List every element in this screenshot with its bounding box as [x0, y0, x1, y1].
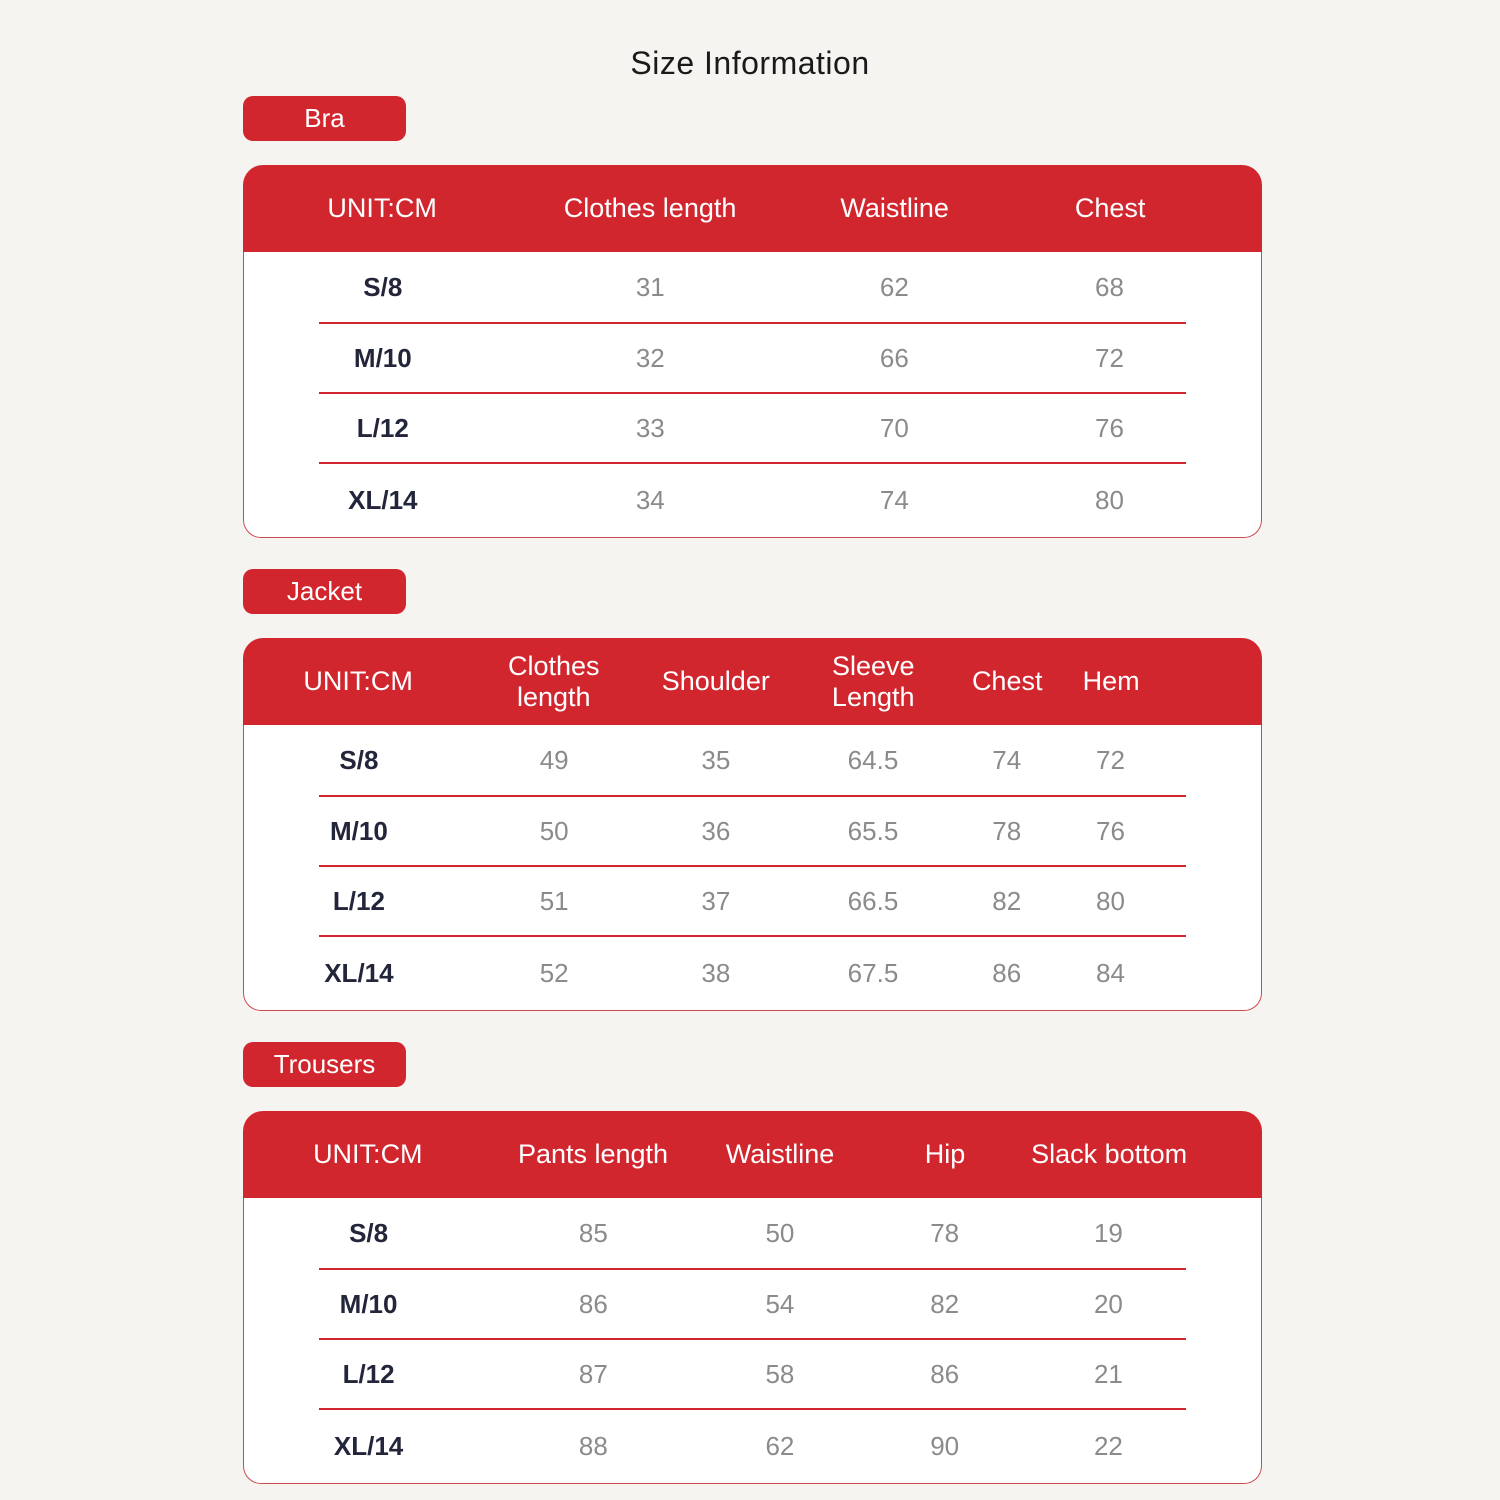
value-cell: 87	[578, 1358, 608, 1389]
column-header: Waistline	[840, 193, 949, 223]
size-row	[244, 1270, 1261, 1338]
value-cell: 37	[701, 885, 731, 916]
value-cell: 90	[930, 1431, 960, 1461]
section-bra	[243, 96, 1262, 538]
value-cell: 68	[1094, 271, 1124, 302]
column-header: Clothes length	[563, 193, 737, 223]
size-cell: S/8	[349, 1217, 389, 1248]
size-info-content	[243, 96, 1262, 1484]
size-table-bra	[243, 165, 1262, 538]
value-cell: 62	[879, 271, 909, 302]
value-cell: 82	[992, 885, 1022, 916]
value-cell: 65.5	[847, 815, 899, 846]
table-body	[243, 1198, 1262, 1484]
value-cell: 36	[701, 815, 731, 846]
column-header: Clothes length	[508, 650, 600, 712]
value-cell: 22	[1093, 1431, 1123, 1461]
column-header: Sleeve Length	[831, 650, 915, 712]
value-cell: 50	[539, 815, 569, 846]
size-cell: M/10	[353, 342, 412, 373]
size-row	[244, 464, 1261, 537]
size-cell: L/12	[332, 885, 385, 916]
value-cell: 50	[765, 1217, 795, 1248]
value-cell: 58	[765, 1358, 795, 1389]
value-cell: 54	[765, 1288, 795, 1319]
value-cell: 70	[879, 412, 909, 443]
size-cell: XL/14	[324, 958, 394, 988]
value-cell: 62	[765, 1431, 795, 1461]
value-cell: 67.5	[847, 958, 899, 988]
value-cell: 74	[879, 485, 909, 515]
size-row	[244, 797, 1261, 865]
value-cell: 85	[578, 1217, 608, 1248]
size-table-trousers	[243, 1111, 1262, 1484]
size-cell: L/12	[342, 1358, 395, 1389]
value-cell: 33	[635, 412, 665, 443]
value-cell: 66	[879, 342, 909, 373]
table-body	[243, 252, 1262, 538]
value-cell: 78	[930, 1217, 960, 1248]
value-cell: 19	[1093, 1217, 1123, 1248]
size-row	[244, 324, 1261, 392]
size-row	[244, 725, 1261, 795]
value-cell: 35	[701, 744, 731, 775]
unit-header: UNIT:CM	[303, 666, 413, 696]
size-table-jacket	[243, 638, 1262, 1011]
value-cell: 20	[1093, 1288, 1123, 1319]
page-title: Size Information	[630, 45, 870, 81]
value-cell: 86	[930, 1358, 960, 1389]
size-cell: XL/14	[348, 485, 418, 515]
section-tab-bra: Bra	[243, 96, 406, 141]
value-cell: 80	[1094, 485, 1124, 515]
value-cell: 82	[930, 1288, 960, 1319]
column-header: Hip	[924, 1139, 966, 1169]
value-cell: 21	[1093, 1358, 1123, 1389]
value-cell: 49	[539, 744, 569, 775]
column-header: Shoulder	[661, 666, 770, 696]
value-cell: 31	[635, 271, 665, 302]
column-header: Chest	[1074, 193, 1146, 223]
table-header-row	[243, 638, 1262, 725]
size-row	[244, 252, 1261, 322]
value-cell: 80	[1095, 885, 1125, 916]
value-cell: 64.5	[847, 744, 899, 775]
value-cell: 76	[1095, 815, 1125, 846]
unit-header: UNIT:CM	[313, 1139, 423, 1169]
table-header-row	[243, 165, 1262, 252]
size-cell: S/8	[339, 744, 379, 775]
table-body	[243, 725, 1262, 1011]
size-row	[244, 394, 1261, 462]
value-cell: 86	[578, 1288, 608, 1319]
value-cell: 72	[1094, 342, 1124, 373]
size-row	[244, 1198, 1261, 1268]
value-cell: 86	[992, 958, 1022, 988]
value-cell: 74	[992, 744, 1022, 775]
size-row	[244, 1410, 1261, 1483]
value-cell: 38	[701, 958, 731, 988]
section-tab-jacket: Jacket	[243, 569, 406, 614]
value-cell: 76	[1094, 412, 1124, 443]
column-header: Waistline	[725, 1139, 835, 1169]
size-row	[244, 937, 1261, 1010]
section-tab-trousers: Trousers	[243, 1042, 406, 1087]
value-cell: 84	[1095, 958, 1125, 988]
unit-header: UNIT:CM	[327, 193, 437, 223]
value-cell: 34	[635, 485, 665, 515]
table-header-row	[243, 1111, 1262, 1198]
size-cell: M/10	[339, 1288, 398, 1319]
size-cell: XL/14	[333, 1431, 404, 1461]
value-cell: 32	[635, 342, 665, 373]
column-header: Chest	[971, 666, 1043, 696]
column-header: Pants length	[517, 1139, 669, 1169]
value-cell: 52	[539, 958, 569, 988]
value-cell: 51	[539, 885, 569, 916]
size-row	[244, 1340, 1261, 1408]
size-cell: L/12	[356, 412, 409, 443]
size-cell: S/8	[363, 271, 403, 302]
size-row	[244, 867, 1261, 935]
section-jacket	[243, 569, 1262, 1011]
value-cell: 88	[578, 1431, 608, 1461]
column-header: Hem	[1082, 666, 1140, 696]
size-cell: M/10	[330, 815, 388, 846]
value-cell: 78	[992, 815, 1022, 846]
column-header: Slack bottom	[1031, 1139, 1188, 1169]
value-cell: 66.5	[847, 885, 899, 916]
value-cell: 72	[1095, 744, 1125, 775]
section-trousers	[243, 1042, 1262, 1484]
